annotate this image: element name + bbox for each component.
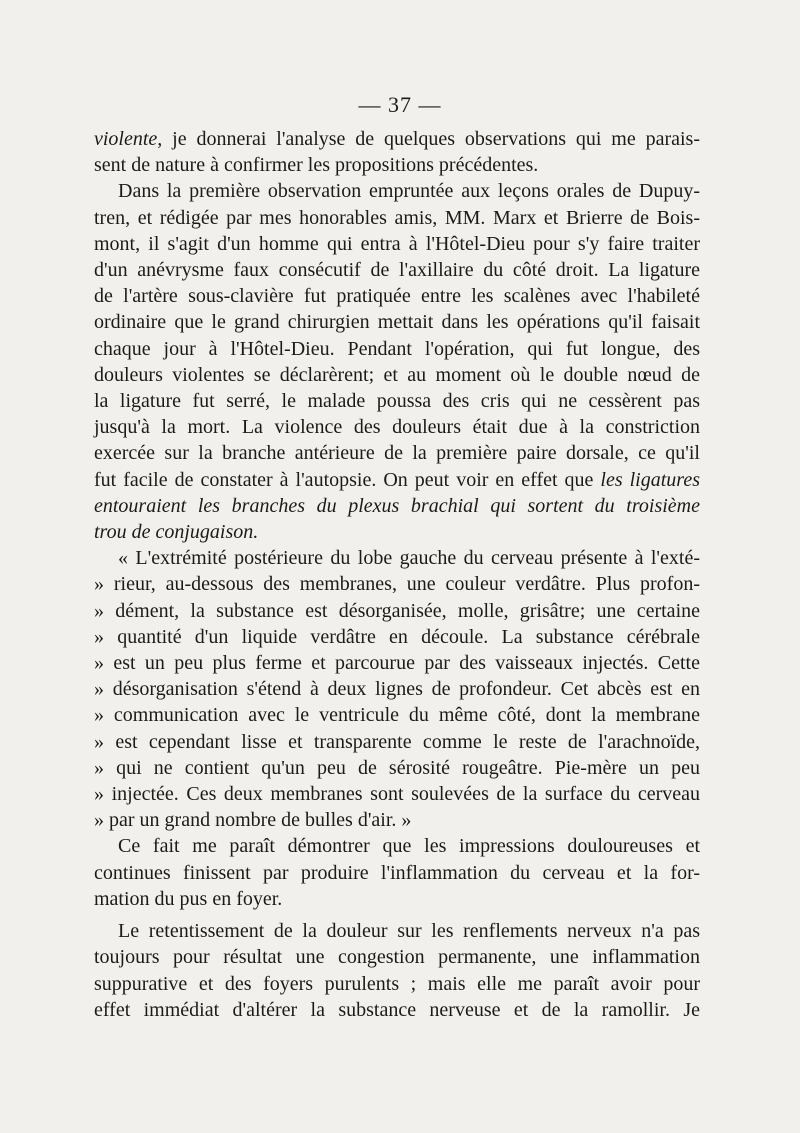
line-text: sent de nature à confirmer les propositions précédentes. xyxy=(94,154,539,177)
text-line xyxy=(94,152,700,178)
text-line xyxy=(94,624,700,650)
text-line xyxy=(94,126,700,152)
line-text: la ligature fut serré, le malade poussa des cris qui ne cessèrent pas xyxy=(94,390,700,413)
line-text: mation du pus en foyer. xyxy=(94,887,283,910)
line-text: » quantité d'un liquide verdâtre en découle. La substance cérébrale xyxy=(94,625,700,648)
line-text: » communication avec le ventricule du même côté, dont la membrane xyxy=(94,704,700,727)
text-line xyxy=(94,702,700,728)
text-line xyxy=(94,493,700,519)
text-line xyxy=(94,781,700,807)
text-line xyxy=(94,650,700,676)
text-line xyxy=(94,467,700,493)
line-text: fut facile de constater à l'autopsie. On peut voir en effet que xyxy=(94,468,601,491)
text-line xyxy=(94,755,700,781)
line-text: » dément, la substance est désorganisée, molle, grisâtre; une certaine xyxy=(94,599,700,622)
text-line xyxy=(94,944,700,970)
page-number: — 37 — xyxy=(358,92,442,117)
line-text: » rieur, au-dessous des membranes, une couleur verdâtre. Plus profon- xyxy=(94,573,700,596)
text-line xyxy=(94,729,700,755)
text-line xyxy=(94,833,700,859)
text-line xyxy=(94,807,700,833)
line-text: » est cependant lisse et transparente comme le reste de l'arachnoïde, xyxy=(94,730,700,753)
body-text xyxy=(94,126,700,1023)
line-text: ordinaire que le grand chirurgien mettait dans les opérations qu'il faisait xyxy=(94,311,700,334)
line-text: Ce fait me paraît démontrer que les impressions douloureuses et xyxy=(118,835,700,858)
line-text: » injectée. Ces deux membranes sont soulevées de la surface du cerveau xyxy=(94,783,700,806)
text-line xyxy=(94,545,700,571)
line-text: chaque jour à l'Hôtel-Dieu. Pendant l'opération, qui fut longue, des xyxy=(94,337,700,360)
line-text: suppurative et des foyers purulents ; mais elle me paraît avoir pour xyxy=(94,972,700,995)
text-line xyxy=(94,519,700,545)
text-line xyxy=(94,918,700,944)
line-text: douleurs violentes se déclarèrent; et au moment où le double nœud de xyxy=(94,363,700,386)
text-line xyxy=(94,676,700,702)
text-line xyxy=(94,571,700,597)
text-line xyxy=(94,997,700,1023)
text-line xyxy=(94,388,700,414)
line-text: » est un peu plus ferme et parcourue par des vaisseaux injectés. Cette xyxy=(94,652,700,675)
line-text: « L'extrémité postérieure du lobe gauche du cerveau présente à l'exté- xyxy=(118,547,700,570)
text-line xyxy=(94,414,700,440)
text-line xyxy=(94,860,700,886)
line-text: » désorganisation s'étend à deux lignes de profondeur. Cet abcès est en xyxy=(94,678,700,701)
line-text: toujours pour résultat une congestion permanente, une inflammation xyxy=(94,946,700,969)
line-text: Le retentissement de la douleur sur les renflements nerveux n'a pas xyxy=(118,920,700,943)
line-text: je donnerai l'analyse de quelques observations qui me parais- xyxy=(162,128,700,150)
text-line xyxy=(94,257,700,283)
text-line xyxy=(94,336,700,362)
text-line xyxy=(94,178,700,204)
text-line xyxy=(94,440,700,466)
line-text: continues finissent par produire l'inflammation du cerveau et la for- xyxy=(94,861,700,884)
italic-text: les ligatures xyxy=(600,468,700,491)
text-line xyxy=(94,886,700,912)
text-line xyxy=(94,971,700,997)
line-text: d'un anévrysme faux consécutif de l'axillaire du côté droit. La ligature xyxy=(94,259,700,282)
text-line xyxy=(94,309,700,335)
line-text: tren, et rédigée par mes honorables amis, MM. Marx et Brierre de Bois- xyxy=(94,206,700,229)
line-text: mont, il s'agit d'un homme qui entra à l'Hôtel-Dieu pour s'y faire traiter xyxy=(94,232,700,255)
line-text: exercée sur la branche antérieure de la première paire dorsale, ce qu'il xyxy=(94,442,700,465)
line-text: » par un grand nombre de bulles d'air. » xyxy=(94,809,412,832)
line-text: de l'artère sous-clavière fut pratiquée entre les scalènes avec l'habileté xyxy=(94,285,700,308)
text-line xyxy=(94,283,700,309)
italic-text: trou de conjugaison. xyxy=(94,521,259,544)
line-text: » qui ne contient qu'un peu de sérosité rougeâtre. Pie-mère un peu xyxy=(94,756,700,779)
line-text: Dans la première observation empruntée aux leçons orales de Dupuy- xyxy=(118,180,700,203)
italic-text: entouraient les branches du plexus brachial qui sortent du troisième xyxy=(94,494,700,517)
text-line xyxy=(94,362,700,388)
text-line xyxy=(94,231,700,257)
line-text: effet immédiat d'altérer la substance nerveuse et de la ramollir. Je xyxy=(94,998,700,1021)
text-line xyxy=(94,205,700,231)
text-line xyxy=(94,598,700,624)
line-text: jusqu'à la mort. La violence des douleurs était due à la constriction xyxy=(94,416,700,439)
italic-text: violente, xyxy=(94,128,163,150)
